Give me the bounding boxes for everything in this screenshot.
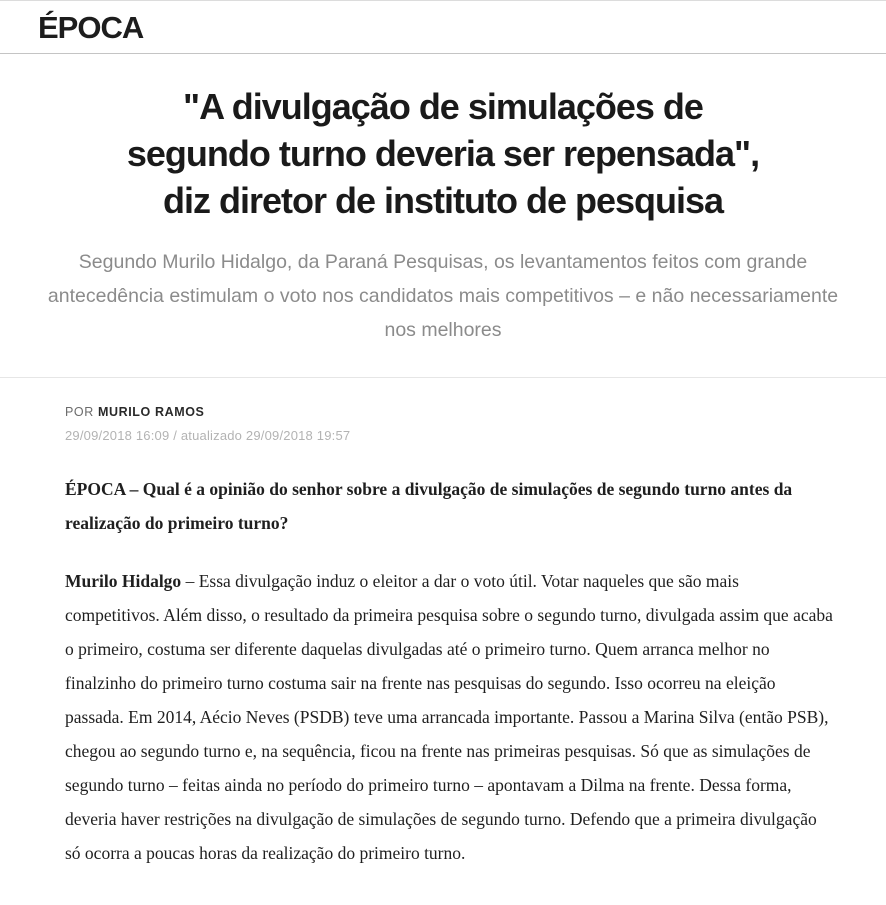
question-speaker: ÉPOCA (65, 479, 126, 499)
byline-prefix: POR (65, 405, 94, 419)
article-subtitle (43, 245, 843, 347)
question-text: Qual é a opinião do senhor sobre a divulgação de simulações de segundo turno antes da realização do primeiro turno? (65, 479, 793, 533)
subtitle-line: antecedência estimulam o voto nos candidatos mais competitivos – e não necessariamente (47, 285, 839, 307)
epoca-logo[interactable]: ÉPOCA (38, 9, 144, 45)
headline-line: "A divulgação de simulações de (183, 86, 703, 127)
site-header (0, 0, 886, 54)
answer-text: Essa divulgação induz o eleitor a dar o voto útil. Votar naqueles que são mais competitivos. Além disso, o resultado da primeira pesquisa sobre o segundo turno, divulgada assim que acaba o primeiro, costuma ser diferente daquelas divulgadas até o primeiro turno. Quem arranca melhor no finalzinho do primeiro turno costuma sair na frente nas pesquisas do segundo. Isso ocorreu na eleição passada. Em 2014, Aécio Neves (PSDB) teve uma arrancada importante. Passou a Marina Silva (então PSB), chegou ao segundo turno e, na sequência, ficou na frente nas primeiras pesquisas. Só que as simulações de segundo turno – feitas ainda no período do primeiro turno – apontavam a Dilma na frente. Dessa forma, deveria haver restrições na divulgação de simulações de segundo turno. Defendo que a primeira divulgação só ocorra a poucas horas da realização do primeiro turno. (65, 571, 833, 863)
headline-line: diz diretor de instituto de pesquisa (162, 180, 724, 221)
article-headline (43, 83, 843, 224)
answer-separator: – (185, 571, 195, 591)
subtitle-line: Segundo Murilo Hidalgo, da Paraná Pesquisas, os levantamentos feitos com grande (78, 251, 808, 273)
headline-line: segundo turno deveria ser repensada", (126, 133, 760, 174)
article (0, 83, 886, 896)
article-timestamp: 29/09/2018 16:09 / atualizado 29/09/2018 19:57 (65, 428, 351, 443)
question-separator: – (129, 479, 139, 499)
answer-speaker: Murilo Hidalgo (65, 571, 182, 591)
byline-author: MURILO RAMOS (97, 405, 205, 419)
subtitle-line: nos melhores (384, 319, 502, 341)
interview-question (65, 472, 836, 540)
article-body (0, 378, 886, 896)
interview-answer (65, 564, 836, 870)
byline (65, 405, 836, 419)
